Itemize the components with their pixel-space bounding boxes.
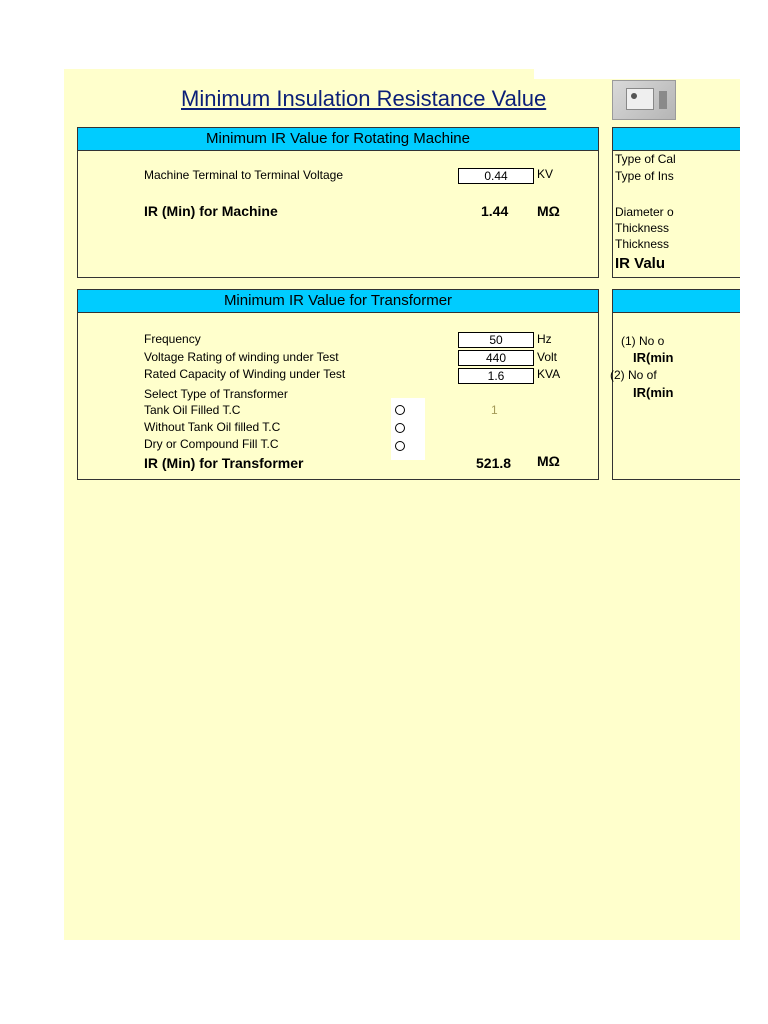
machine-ir-label: IR (Min) for Machine [144,203,278,219]
option-without-tank-label: Without Tank Oil filled T.C [144,420,281,434]
thickness-label-1: Thickness [615,221,670,235]
thickness-label-2: Thickness [615,237,670,251]
winding-voltage-label: Voltage Rating of winding under Test [144,350,339,364]
ir-min-label-2: IR(min [633,385,674,400]
frequency-input[interactable]: 50 [458,332,534,348]
winding-voltage-input[interactable]: 440 [458,350,534,366]
rotating-machine-panel [77,127,599,278]
sheet-corner [534,69,740,79]
cable-header [613,128,740,151]
option-tank-oil-radio[interactable] [395,405,405,415]
second-side-panel [612,289,740,480]
machine-ir-unit: MΩ [537,203,560,219]
selected-option-index: 1 [491,403,498,417]
transformer-header: Minimum IR Value for Transformer [78,290,598,313]
machine-ir-value: 1.44 [481,203,509,219]
cable-type-label: Type of Cal [615,152,676,166]
winding-voltage-unit: Volt [537,350,558,364]
diameter-label: Diameter o [615,205,674,219]
transformer-panel [77,289,599,480]
insulation-type-label: Type of Ins [615,169,674,183]
winding-capacity-unit: KVA [537,367,561,381]
cable-panel [612,127,740,278]
meter-crank-icon [659,91,667,109]
option-dry-compound-radio[interactable] [395,441,405,451]
transformer-ir-label: IR (Min) for Transformer [144,455,304,471]
winding-capacity-label: Rated Capacity of Winding under Test [144,367,346,381]
second-side-header [613,290,740,313]
worksheet [64,69,740,940]
page-title: Minimum Insulation Resistance Value [181,86,547,111]
count-label-1: (1) No o [621,334,665,348]
meter-photo [612,80,676,120]
transformer-ir-unit: MΩ [537,453,560,469]
option-tank-oil-label: Tank Oil Filled T.C [144,403,241,417]
machine-voltage-unit: KV [537,167,554,181]
transformer-type-label: Select Type of Transformer [144,387,288,401]
ir-min-label-1: IR(min [633,350,674,365]
machine-voltage-input[interactable]: 0.44 [458,168,534,184]
winding-capacity-input[interactable]: 1.6 [458,368,534,384]
machine-voltage-label: Machine Terminal to Terminal Voltage [144,168,343,182]
frequency-unit: Hz [537,332,552,346]
option-without-tank-radio[interactable] [395,423,405,433]
count-label-2: (2) No of [610,368,657,382]
meter-dial-icon [631,93,637,99]
rotating-machine-header: Minimum IR Value for Rotating Machine [78,128,598,151]
transformer-ir-value: 521.8 [476,455,512,471]
meter-device-icon [626,88,654,110]
cable-ir-label: IR Valu [615,255,666,272]
option-dry-compound-label: Dry or Compound Fill T.C [144,437,279,451]
frequency-label: Frequency [144,332,201,346]
